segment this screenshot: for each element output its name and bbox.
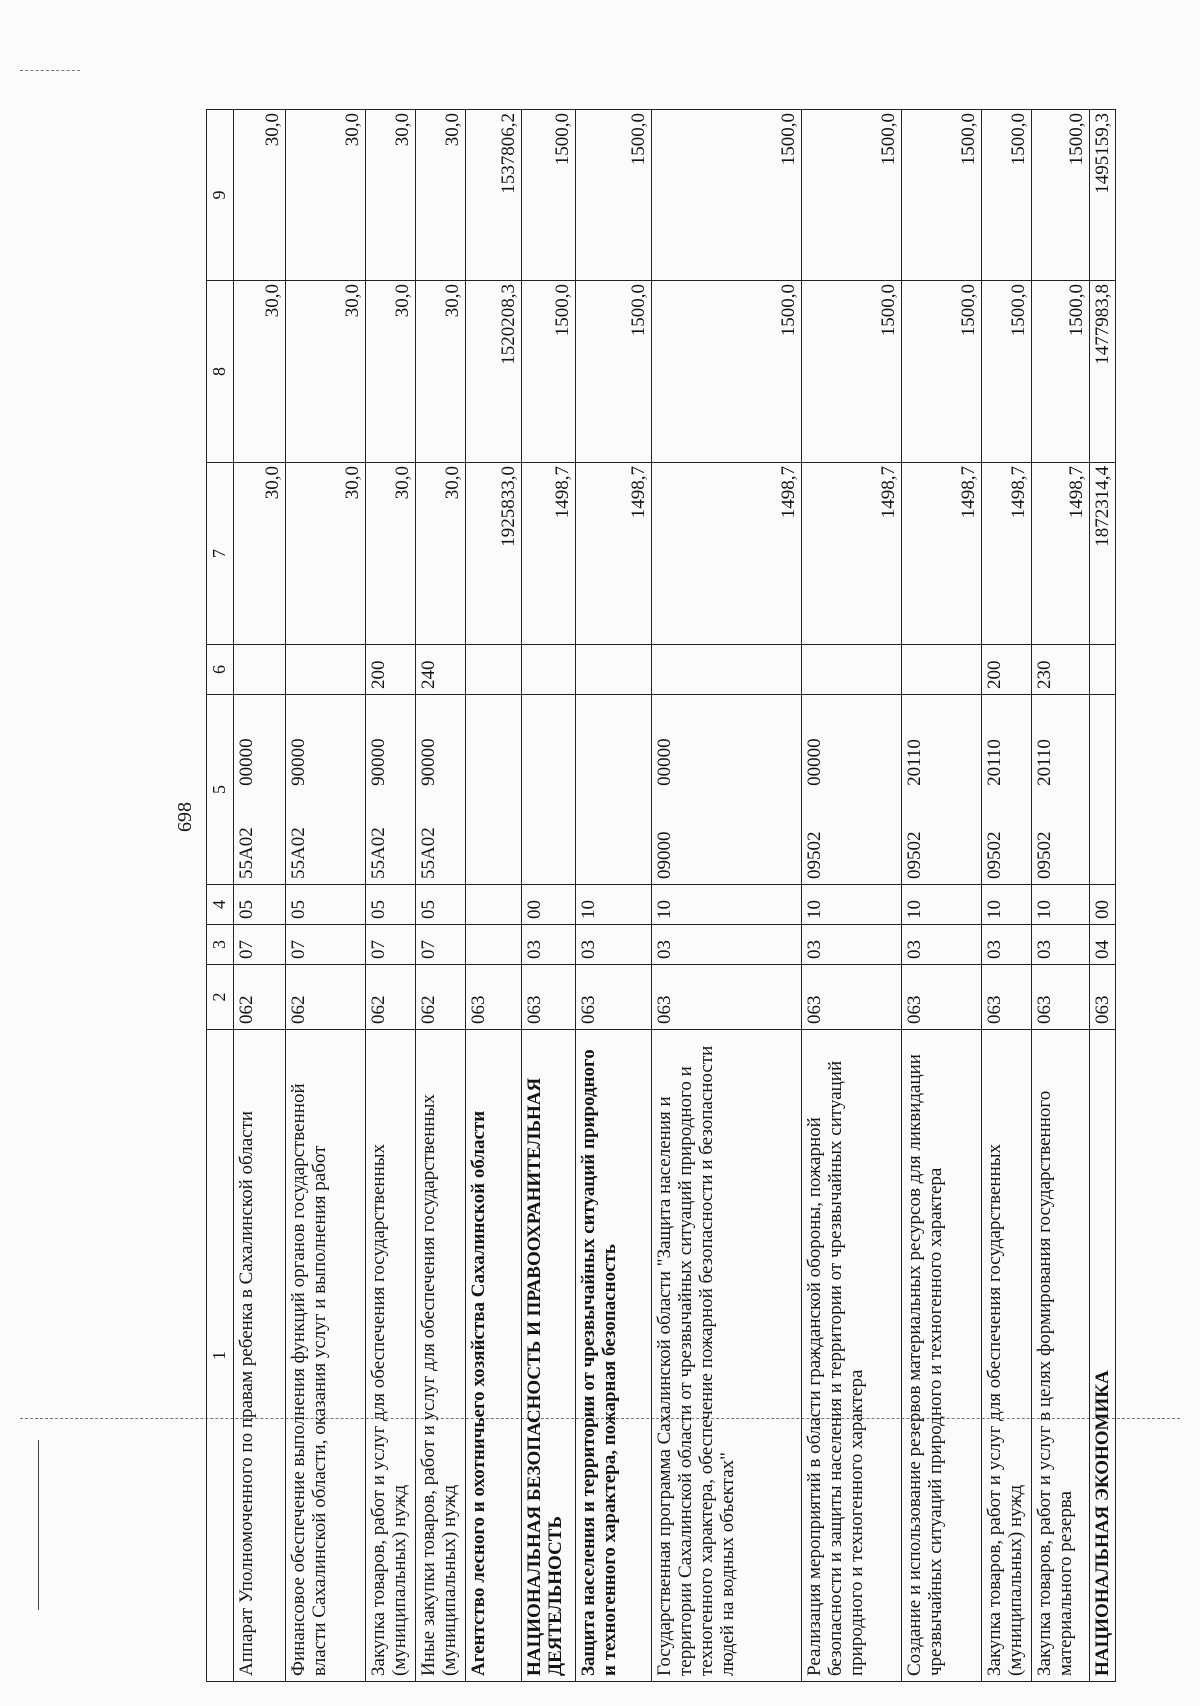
row-code-2: 063 [576,965,652,1030]
row-value-8: 1500,0 [576,281,652,463]
page-number: 698 [174,802,196,832]
row-code-4: 10 [982,885,1032,925]
row-value-9: 1500,0 [652,110,802,281]
row-code-5-direction: 00000 [654,738,675,786]
table-row [1032,110,1090,1682]
row-code-4: 05 [366,885,416,925]
row-code-6 [902,645,982,695]
row-code-2: 062 [286,965,366,1030]
row-code-4: 10 [1032,885,1090,925]
row-code-6: 240 [416,645,466,695]
row-code-6: 230 [1032,645,1090,695]
row-value-8: 1500,0 [802,281,902,463]
row-code-3: 03 [902,925,982,965]
table-row [652,110,802,1682]
row-value-8: 1500,0 [522,281,576,463]
row-code-3: 04 [1090,925,1116,965]
row-value-7: 1498,7 [802,463,902,645]
row-value-9: 1500,0 [522,110,576,281]
row-code-2: 062 [234,965,286,1030]
row-code-4: 10 [902,885,982,925]
row-value-9: 1500,0 [1032,110,1090,281]
header-col-6: 6 [207,645,234,695]
row-code-4: 05 [286,885,366,925]
row-code-5 [576,695,652,885]
row-code-6: 200 [982,645,1032,695]
row-code-5 [366,695,416,885]
row-value-7: 1872314,4 [1090,463,1116,645]
scan-mark-top [20,70,80,71]
row-code-5 [982,695,1032,885]
row-value-9: 1500,0 [982,110,1032,281]
table-row [366,110,416,1682]
row-value-9: 30,0 [416,110,466,281]
row-code-3: 03 [802,925,902,965]
header-col-9: 9 [207,110,234,281]
row-value-9: 30,0 [366,110,416,281]
header-row [207,110,234,1682]
row-code-3: 07 [286,925,366,965]
table-row [982,110,1032,1682]
row-code-5 [522,695,576,885]
row-value-7: 1498,7 [576,463,652,645]
row-code-5-direction: 20110 [984,739,1005,786]
row-value-7: 30,0 [234,463,286,645]
row-code-5-program: 55А02 [236,827,257,879]
row-code-5 [286,695,366,885]
row-code-5-direction: 90000 [368,738,389,786]
row-code-5 [1090,695,1116,885]
row-code-2: 063 [1032,965,1090,1030]
row-value-9: 1500,0 [576,110,652,281]
row-code-6 [1090,645,1116,695]
row-code-5-program: 09502 [1034,831,1055,879]
row-value-8: 1500,0 [652,281,802,463]
row-code-5-direction: 90000 [288,738,309,786]
row-value-7: 30,0 [286,463,366,645]
row-code-2: 063 [902,965,982,1030]
header-col-8: 8 [207,281,234,463]
row-name: Аппарат Уполномоченного по правам ребенка в Сахалинской области [234,1030,286,1682]
row-name: Создание и использование резервов материальных ресурсов для ликвидации чрезвычайных ситуаций природного и техногенного характера [902,1030,982,1682]
row-code-5 [902,695,982,885]
row-value-7: 1498,7 [982,463,1032,645]
row-code-3: 03 [982,925,1032,965]
row-code-5-program: 55А02 [288,827,309,879]
rotated-page [128,110,1128,1682]
scan-left-rule [38,1440,39,1610]
table-row [576,110,652,1682]
row-code-5-program: 55А02 [418,827,439,879]
table-row [802,110,902,1682]
row-value-7: 1498,7 [902,463,982,645]
row-code-2: 062 [416,965,466,1030]
row-name: Защита населения и территории от чрезвычайных ситуаций природного и техногенного характера, пожарная безопасность [576,1030,652,1682]
row-code-6 [522,645,576,695]
row-value-9: 1495159,3 [1090,110,1116,281]
row-code-3: 03 [576,925,652,965]
row-value-9: 1500,0 [902,110,982,281]
row-code-6 [466,645,522,695]
row-code-5 [416,695,466,885]
row-code-6 [234,645,286,695]
row-code-5-program: 09000 [654,831,675,879]
row-code-4: 10 [576,885,652,925]
row-code-5 [234,695,286,885]
row-value-7: 1498,7 [652,463,802,645]
table-row [466,110,522,1682]
table-row [234,110,286,1682]
row-code-5-program: 09502 [904,831,925,879]
row-code-3: 03 [1032,925,1090,965]
row-code-5 [802,695,902,885]
header-col-1: 1 [207,1030,234,1682]
row-value-8: 30,0 [286,281,366,463]
budget-table [206,109,1116,1682]
row-name: НАЦИОНАЛЬНАЯ БЕЗОПАСНОСТЬ И ПРАВООХРАНИТЕЛЬНАЯ ДЕЯТЕЛЬНОСТЬ [522,1030,576,1682]
row-code-2: 062 [366,965,416,1030]
row-code-6 [286,645,366,695]
row-name: Реализация мероприятий в области гражданской обороны, пожарной безопасности и защиты населения и территории от чрезвычайных ситуаций природного и техногенного характера [802,1030,902,1682]
row-code-5-direction: 00000 [236,738,257,786]
row-code-5 [652,695,802,885]
table-body [234,110,1116,1682]
row-code-6 [652,645,802,695]
row-name: Закупка товаров, работ и услуг для обеспечения государственных (муниципальных) нужд [982,1030,1032,1682]
row-value-8: 30,0 [366,281,416,463]
table-row [902,110,982,1682]
row-value-8: 30,0 [234,281,286,463]
row-value-9: 1500,0 [802,110,902,281]
row-code-5-direction: 20110 [1034,739,1055,786]
row-code-4: 10 [652,885,802,925]
row-code-4: 00 [522,885,576,925]
row-code-3: 03 [522,925,576,965]
row-code-2: 063 [1090,965,1116,1030]
table-row [522,110,576,1682]
row-code-3: 07 [416,925,466,965]
row-value-7: 30,0 [416,463,466,645]
row-value-7: 1498,7 [522,463,576,645]
row-code-4: 00 [1090,885,1116,925]
row-code-3 [466,925,522,965]
row-code-5-direction: 90000 [418,738,439,786]
row-value-8: 1500,0 [1032,281,1090,463]
row-code-5-program: 55А02 [368,827,389,879]
row-code-2: 063 [466,965,522,1030]
row-code-5 [466,695,522,885]
row-name: Государственная программа Сахалинской области "Защита населения и территории Сахалинской области от чрезвычайных ситуаций природного и техногенного характера, обеспечение пожарной безопасности и безопасности людей на водных объектах" [652,1030,802,1682]
row-code-2: 063 [982,965,1032,1030]
row-code-4: 10 [802,885,902,925]
row-value-7: 30,0 [366,463,416,645]
row-value-9: 30,0 [234,110,286,281]
row-value-8: 1520208,3 [466,281,522,463]
header-col-3: 3 [207,925,234,965]
header-col-7: 7 [207,463,234,645]
row-code-2: 063 [522,965,576,1030]
row-code-5-program: 09502 [984,831,1005,879]
row-value-8: 1477983,8 [1090,281,1116,463]
row-code-3: 07 [234,925,286,965]
row-code-5-direction: 20110 [904,739,925,786]
row-name: Агентство лесного и охотничьего хозяйства Сахалинской области [466,1030,522,1682]
row-name: Закупка товаров, работ и услуг для обеспечения государственных (муниципальных) нужд [366,1030,416,1682]
row-code-5-program: 09502 [804,831,825,879]
row-code-6 [576,645,652,695]
row-code-5-direction: 00000 [804,738,825,786]
row-name: Иные закупки товаров, работ и услуг для обеспечения государственных (муниципальных) нужд [416,1030,466,1682]
table-row [1090,110,1116,1682]
row-code-5 [1032,695,1090,885]
row-code-3: 07 [366,925,416,965]
row-name: Финансовое обеспечение выполнения функций органов государственной власти Сахалинской области, оказания услуг и выполнения работ [286,1030,366,1682]
row-code-4: 05 [234,885,286,925]
row-code-2: 063 [802,965,902,1030]
row-value-7: 1925833,0 [466,463,522,645]
row-code-6: 200 [366,645,416,695]
row-code-2: 063 [652,965,802,1030]
row-code-4: 05 [416,885,466,925]
header-col-2: 2 [207,965,234,1030]
row-name: НАЦИОНАЛЬНАЯ ЭКОНОМИКА [1090,1030,1116,1682]
row-value-9: 30,0 [286,110,366,281]
row-name: Закупка товаров, работ и услуг в целях формирования государственного материального резерва [1032,1030,1090,1682]
row-value-8: 1500,0 [902,281,982,463]
table-row [416,110,466,1682]
row-value-8: 1500,0 [982,281,1032,463]
row-code-3: 03 [652,925,802,965]
row-code-6 [802,645,902,695]
row-value-8: 30,0 [416,281,466,463]
row-value-7: 1498,7 [1032,463,1090,645]
header-col-5: 5 [207,695,234,885]
row-value-9: 1537806,2 [466,110,522,281]
row-code-4 [466,885,522,925]
table-row [286,110,366,1682]
header-col-4: 4 [207,885,234,925]
